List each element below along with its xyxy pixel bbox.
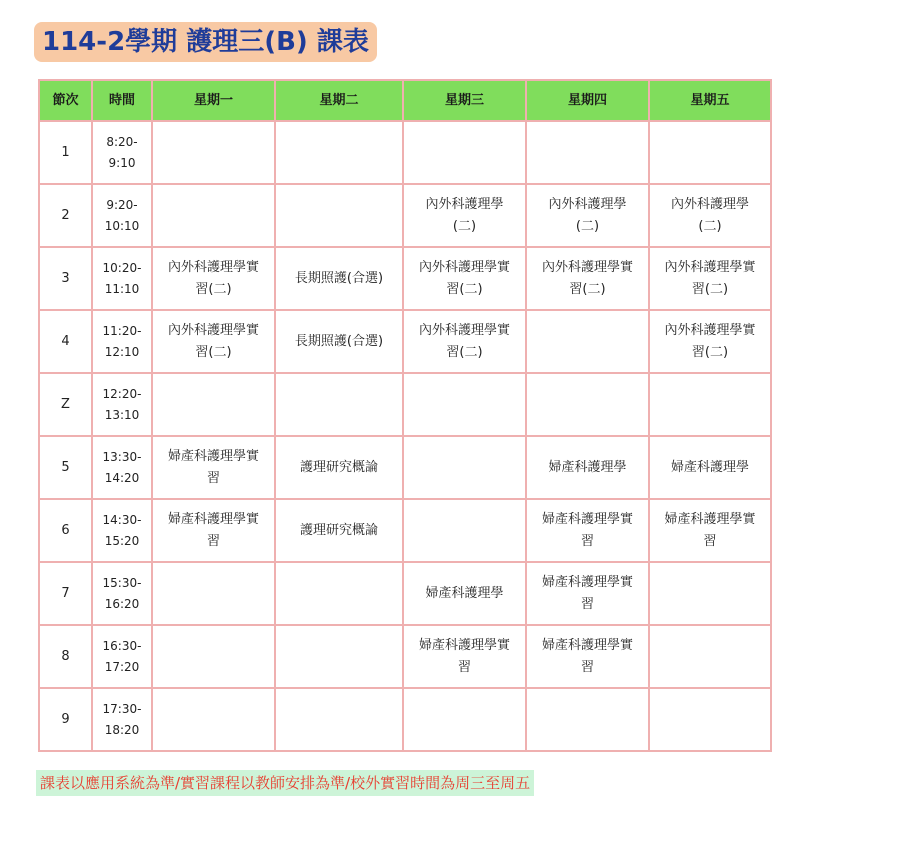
course-cell-thursday [527, 122, 648, 183]
course-cell-thursday: 婦產科護理學實 習 [527, 626, 648, 687]
header-wednesday: 星期三 [404, 81, 525, 120]
table-row [40, 500, 770, 561]
course-cell-friday: 婦產科護理學 [650, 437, 770, 498]
course-cell-friday: 內外科護理學實 習(二) [650, 311, 770, 372]
course-cell-wednesday [404, 500, 525, 561]
table-row [40, 563, 770, 624]
time-cell: 16:30- 17:20 [93, 626, 151, 687]
header-row [40, 81, 770, 120]
course-cell-wednesday: 內外科護理學 (二) [404, 185, 525, 246]
course-cell-friday [650, 122, 770, 183]
course-cell-tuesday: 護理研究概論 [276, 500, 402, 561]
course-cell-monday [153, 563, 274, 624]
header-friday: 星期五 [650, 81, 770, 120]
time-cell: 12:20- 13:10 [93, 374, 151, 435]
course-cell-wednesday: 婦產科護理學 [404, 563, 525, 624]
period-cell: 6 [40, 500, 91, 561]
time-cell: 17:30- 18:20 [93, 689, 151, 750]
course-cell-thursday: 婦產科護理學實 習 [527, 563, 648, 624]
header-thursday: 星期四 [527, 81, 648, 120]
table-row [40, 185, 770, 246]
course-cell-tuesday [276, 626, 402, 687]
course-cell-tuesday [276, 563, 402, 624]
schedule-table [38, 79, 772, 752]
footer-note: 課表以應用系統為準/實習課程以教師安排為準/校外實習時間為周三至周五 [36, 770, 534, 796]
course-cell-monday [153, 626, 274, 687]
table-row [40, 122, 770, 183]
time-cell: 11:20- 12:10 [93, 311, 151, 372]
course-cell-friday: 內外科護理學實 習(二) [650, 248, 770, 309]
period-cell: 9 [40, 689, 91, 750]
time-cell: 10:20- 11:10 [93, 248, 151, 309]
table-row [40, 437, 770, 498]
header-time: 時間 [93, 81, 151, 120]
time-cell: 14:30- 15:20 [93, 500, 151, 561]
course-cell-monday: 婦產科護理學實 習 [153, 500, 274, 561]
period-cell: 5 [40, 437, 91, 498]
course-cell-tuesday [276, 122, 402, 183]
course-cell-tuesday [276, 374, 402, 435]
course-cell-friday: 內外科護理學 (二) [650, 185, 770, 246]
course-cell-thursday: 婦產科護理學 [527, 437, 648, 498]
course-cell-friday [650, 563, 770, 624]
course-cell-friday [650, 626, 770, 687]
table-row [40, 374, 770, 435]
course-cell-wednesday [404, 122, 525, 183]
table-row [40, 311, 770, 372]
course-cell-monday [153, 185, 274, 246]
course-cell-thursday: 婦產科護理學實 習 [527, 500, 648, 561]
period-cell: 7 [40, 563, 91, 624]
header-monday: 星期一 [153, 81, 274, 120]
course-cell-friday: 婦產科護理學實 習 [650, 500, 770, 561]
course-cell-wednesday [404, 689, 525, 750]
course-cell-wednesday: 內外科護理學實 習(二) [404, 248, 525, 309]
time-cell: 9:20- 10:10 [93, 185, 151, 246]
period-cell: 4 [40, 311, 91, 372]
header-period: 節次 [40, 81, 91, 120]
course-cell-monday: 婦產科護理學實 習 [153, 437, 274, 498]
time-cell: 13:30- 14:20 [93, 437, 151, 498]
course-cell-thursday: 內外科護理學實 習(二) [527, 248, 648, 309]
course-cell-thursday: 內外科護理學 (二) [527, 185, 648, 246]
course-cell-tuesday: 長期照護(合選) [276, 248, 402, 309]
course-cell-wednesday: 內外科護理學實 習(二) [404, 311, 525, 372]
course-cell-thursday [527, 689, 648, 750]
course-cell-tuesday: 長期照護(合選) [276, 311, 402, 372]
course-cell-monday [153, 689, 274, 750]
course-cell-monday [153, 122, 274, 183]
course-cell-thursday [527, 374, 648, 435]
course-cell-tuesday [276, 185, 402, 246]
page-title: 114-2學期 護理三(B) 課表 [34, 22, 377, 62]
course-cell-wednesday: 婦產科護理學實 習 [404, 626, 525, 687]
course-cell-monday: 內外科護理學實 習(二) [153, 311, 274, 372]
course-cell-monday: 內外科護理學實 習(二) [153, 248, 274, 309]
course-cell-tuesday: 護理研究概論 [276, 437, 402, 498]
period-cell: Z [40, 374, 91, 435]
course-cell-monday [153, 374, 274, 435]
time-cell: 15:30- 16:20 [93, 563, 151, 624]
course-cell-tuesday [276, 689, 402, 750]
table-row [40, 626, 770, 687]
course-cell-friday [650, 374, 770, 435]
course-cell-thursday [527, 311, 648, 372]
header-tuesday: 星期二 [276, 81, 402, 120]
course-cell-wednesday [404, 374, 525, 435]
table-row [40, 248, 770, 309]
time-cell: 8:20- 9:10 [93, 122, 151, 183]
period-cell: 8 [40, 626, 91, 687]
course-cell-wednesday [404, 437, 525, 498]
table-row [40, 689, 770, 750]
period-cell: 1 [40, 122, 91, 183]
period-cell: 2 [40, 185, 91, 246]
course-cell-friday [650, 689, 770, 750]
period-cell: 3 [40, 248, 91, 309]
